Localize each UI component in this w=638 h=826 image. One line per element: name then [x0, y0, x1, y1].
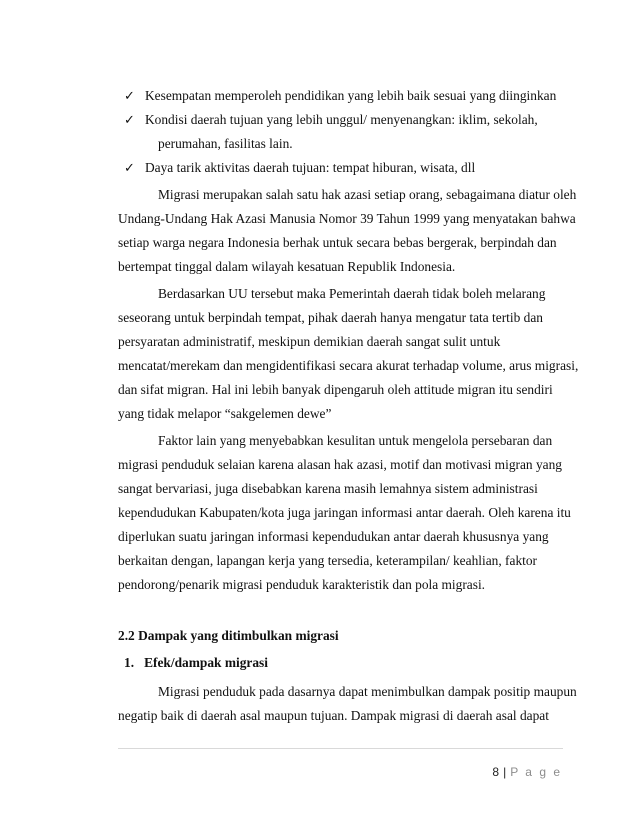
bullet-item-1: Kesempatan memperoleh pendidikan yang lebih baik sesuai yang diinginkan: [145, 88, 557, 103]
check-icon: ✓: [124, 88, 135, 103]
paragraph-2-line-2: seseorang untuk berpindah tempat, pihak daerah hanya mengatur tata tertib dan: [118, 310, 543, 325]
paragraph-3-line-1: Faktor lain yang menyebabkan kesulitan untuk mengelola persebaran dan: [158, 433, 553, 448]
section-heading: 2.2 Dampak yang ditimbulkan migrasi: [118, 628, 339, 643]
bullet-item-3: Daya tarik aktivitas daerah tujuan: tempat hiburan, wisata, dll: [145, 160, 476, 175]
paragraph-2-line-5: dan sifat migran. Hal ini lebih banyak dipengaruh oleh attitude migran itu sendiri: [118, 382, 553, 397]
subheading: 1. Efek/dampak migrasi: [124, 655, 268, 670]
paragraph-4-line-1: Migrasi penduduk pada dasarnya dapat menimbulkan dampak positip maupun: [158, 684, 577, 699]
check-icon: ✓: [124, 112, 135, 127]
page-label: P a g e: [510, 765, 562, 779]
paragraph-3-line-2: migrasi penduduk selaian karena alasan hak azasi, motif dan motivasi migran yang: [118, 457, 562, 472]
paragraph-2-line-6: yang tidak melapor “sakgelemen dewe”: [118, 406, 332, 421]
page-number: 8: [492, 765, 500, 779]
footer-divider: [118, 748, 563, 749]
paragraph-3-line-4: kependudukan Kabupaten/kota juga jaringan informasi antar daerah. Oleh karena itu: [118, 505, 571, 520]
paragraph-1-line-2: Undang-Undang Hak Azasi Manusia Nomor 39 Tahun 1999 yang menyatakan bahwa: [118, 211, 576, 226]
footer-separator: |: [503, 765, 507, 779]
paragraph-2-line-1: Berdasarkan UU tersebut maka Pemerintah daerah tidak boleh melarang: [158, 286, 546, 301]
paragraph-3-line-6: berkaitan dengan, lapangan kerja yang tersedia, keterampilan/ keahlian, faktor: [118, 553, 538, 568]
page-footer: [492, 765, 562, 779]
paragraph-3-line-7: pendorong/penarik migrasi penduduk karakteristik dan pola migrasi.: [118, 577, 486, 592]
bullet-item-2-continued: perumahan, fasilitas lain.: [158, 136, 293, 151]
check-icon: ✓: [124, 160, 135, 175]
paragraph-1-line-4: bertempat tinggal dalam wilayah kesatuan Republik Indonesia.: [118, 259, 456, 274]
paragraph-3-line-5: diperlukan suatu jaringan informasi kependudukan antar daerah khususnya yang: [118, 529, 549, 544]
paragraph-2-line-4: mencatat/merekam dan mengidentifikasi secara akurat terhadap volume, arus migrasi,: [118, 358, 579, 373]
bullet-item-2: Kondisi daerah tujuan yang lebih unggul/ menyenangkan: iklim, sekolah,: [145, 112, 538, 127]
paragraph-3-line-3: sangat bervariasi, juga disebabkan karena masih lemahnya sistem administrasi: [118, 481, 538, 496]
paragraph-1-line-1: Migrasi merupakan salah satu hak azasi setiap orang, sebagaimana diatur oleh: [158, 187, 577, 202]
paragraph-2-line-3: persyaratan administratif, meskipun demikian daerah sangat sulit untuk: [118, 334, 501, 349]
paragraph-1-line-3: setiap warga negara Indonesia berhak untuk secara bebas bergerak, berpindah dan: [118, 235, 557, 250]
paragraph-4-line-2: negatip baik di daerah asal maupun tujuan. Dampak migrasi di daerah asal dapat: [118, 708, 549, 723]
